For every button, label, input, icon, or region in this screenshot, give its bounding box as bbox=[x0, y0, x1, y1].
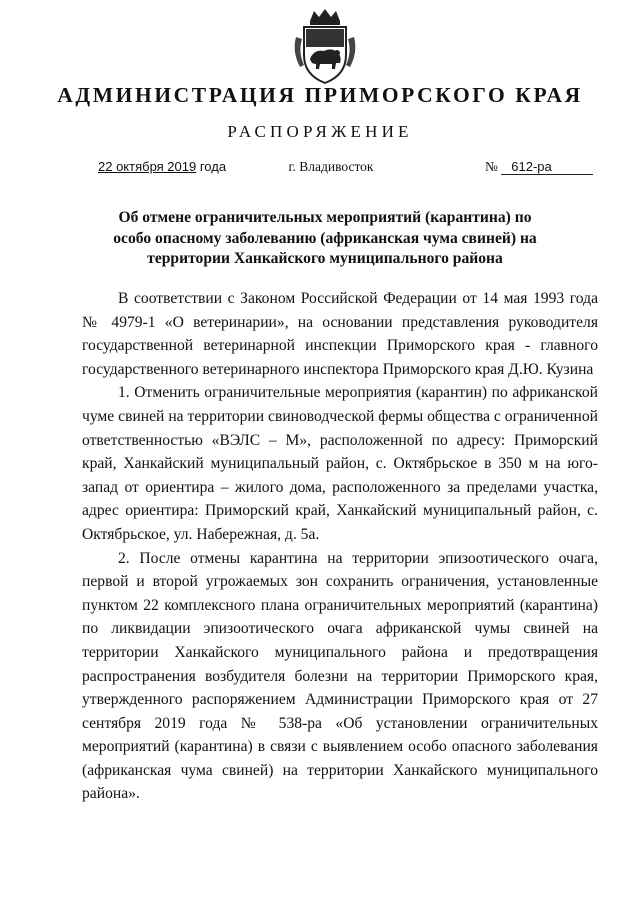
coat-of-arms-icon bbox=[290, 7, 360, 85]
document-title: Об отмене ограничительных мероприятий (карантина) по особо опасному заболеванию (африканская чума свиней) на территории Ханкайского муниципального района bbox=[113, 209, 537, 267]
date-suffix: года bbox=[196, 159, 227, 174]
organization-name: АДМИНИСТРАЦИЯ ПРИМОРСКОГО КРАЯ bbox=[57, 83, 583, 107]
number-value: 612-ра bbox=[501, 160, 593, 175]
document-city: г. Владивосток bbox=[288, 159, 374, 174]
paragraph-item-1: 1. Отменить ограничительные мероприятия (карантин) по африканской чуме свиней на территории свиноводческой фермы общества с ограниченной ответственностью «ВЭЛС – М», расположенной по адресу: Приморский край, Ханкайский муниципальный район, с. Октябрьское в 350 м на юго-запад от ориентира – жилого дома, расположенного за пределами участка, адрес ориентира: Приморский край, Ханкайский муниципальный район, с. Октябрьское, ул. Набережная, д. 5а. bbox=[82, 384, 598, 543]
paragraph-preamble: В соответствии с Законом Российской Федерации от 14 мая 1993 года № 4979-1 «О ветеринарии», на основании представления руководителя государственной ветеринарной инспекции Приморского края - главного государственного ветеринарного инспектора Приморского края Д.Ю. Кузина bbox=[82, 290, 598, 378]
document-type: РАСПОРЯЖЕНИЕ bbox=[227, 122, 413, 141]
paragraph-item-2: 2. После отмены карантина на территории эпизоотического очага, первой и второй угрожаемых зон сохранить ограничения, установленные пунктом 22 комплексного плана ограничительных мероприятий (карантина) по ликвидации эпизоотического очага африканской чумы свиней на территории Ханкайского муниципального района и предотвращения распространения возбудителя болезни на территории Приморского края, утвержденного распоряжением Администрации Приморского края от 27 сентября 2019 года № 538-ра «Об установлении ограничительных мероприятий (карантина) в связи с выявлением особо опасного заболевания (африканская чума свиней) на территории Ханкайского муниципального района». bbox=[82, 549, 598, 803]
date-value: 22 октября 2019 bbox=[98, 159, 197, 174]
document-number bbox=[485, 159, 593, 175]
document-body bbox=[82, 287, 598, 806]
number-label: № bbox=[485, 159, 498, 174]
